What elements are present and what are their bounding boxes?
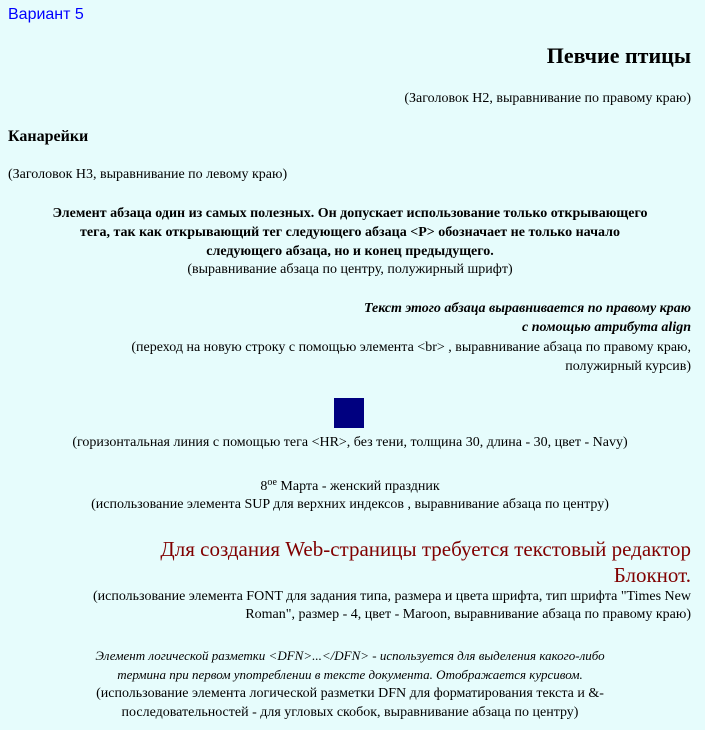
bold-paragraph-line: следующего абзаца, но и конец предыдущего. (206, 244, 494, 259)
sup-rest: Марта - женский праздник (276, 479, 440, 494)
right-aligned-paragraph (364, 299, 691, 337)
font-paragraph (160, 536, 691, 588)
dfn-note-line: (использование элемента логической разметки DFN для форматирования текста и &- (96, 686, 604, 701)
bold-paragraph (0, 204, 700, 261)
dfn-note-line: последовательностей - для угловых скобок, выравнивание абзаца по центру) (121, 705, 579, 720)
right-paragraph-line: с помощью атрибута align (522, 320, 691, 335)
horizontal-rule-navy (334, 398, 364, 428)
bold-paragraph-line: тега, так как открывающий тег следующего абзаца <P> обозначает не только начало (80, 225, 620, 240)
right-paragraph-note (131, 338, 691, 376)
hr-note: (горизонтальная линия с помощью тега <HR>, без тени, толщина 30, длина - 30, цвет - Navy) (72, 435, 628, 450)
bold-paragraph-note: (выравнивание абзаца по центру, полужирный шрифт) (187, 262, 513, 277)
sup-number: 8 (260, 479, 268, 494)
right-note-line: полужирный курсив) (565, 359, 691, 374)
variant-label: Вариант 5 (8, 6, 84, 23)
dfn-paragraph-line: Элемент логической разметки <DFN>...</DFN> - используется для выделения какого-либо (95, 648, 605, 663)
font-paragraph-note (93, 588, 691, 624)
right-note-line: (переход на новую строку с помощью элемента <br> , выравнивание абзаца по правому краю, (131, 340, 691, 355)
sup-note: (использование элемента SUP для верхних индексов , выравнивание абзаца по центру) (91, 497, 609, 512)
h3-note: (Заголовок H3, выравнивание по левому краю) (8, 167, 288, 182)
sup-index: ое (267, 477, 277, 488)
font-paragraph-line: Для создания Web-страницы требуется текстовый редактор (160, 537, 691, 561)
bold-paragraph-line: Элемент абзаца один из самых полезных. Он допускает использование только открывающего (52, 206, 648, 221)
font-paragraph-line: Блокнот. (613, 563, 691, 587)
font-note-line: (использование элемента FONT для задания типа, размера и цвета шрифта, тип шрифта "Times New (92, 589, 691, 604)
heading-h2: Певчие птицы (546, 43, 691, 68)
dfn-paragraph-line: термина при первом употреблении в тексте документа. Отображается курсивом. (117, 667, 583, 682)
heading-h3: Канарейки (8, 128, 89, 145)
dfn-paragraph (0, 646, 700, 684)
superscript-line (0, 478, 700, 495)
h2-note: (Заголовок H2, выравнивание по правому краю) (404, 91, 691, 106)
dfn-paragraph-note (0, 684, 700, 722)
right-paragraph-line: Текст этого абзаца выравнивается по правому краю (364, 301, 691, 316)
font-note-line: Roman", размер - 4, цвет - Maroon, выравнивание абзаца по правому краю) (245, 607, 691, 622)
